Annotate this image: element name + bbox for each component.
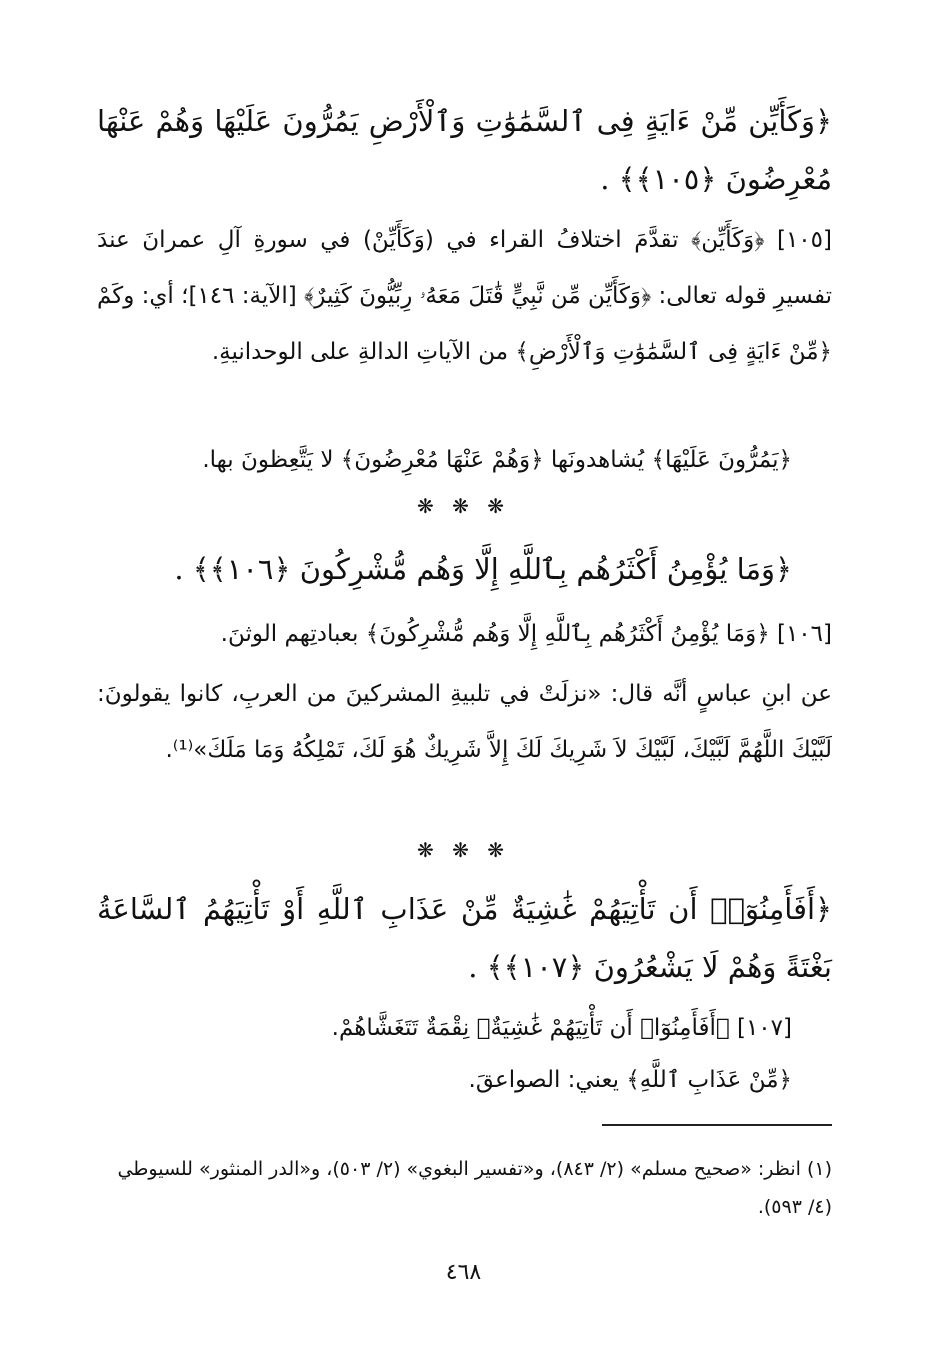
tafsir-106-paragraph: [١٠٦] ﴿وَمَا يُؤْمِنُ أَكْثَرُهُم بِٱللَّهِ إِلَّا وَهُم مُّشْرِكُونَ﴾ بعبادتِهم الوثنَ. [220, 621, 832, 647]
section-separator-2: ❋ ❋ ❋ [417, 838, 510, 862]
footnote: (١) انظر: «صحيح مسلم» (٢/ ٨٤٣)، و«تفسير البغوي» (٢/ ٥٠٣)، و«الدر المنثور» للسيوطي (٤/ ٥٩٣). [117, 1158, 832, 1218]
verse-105: ﴿وَكَأَيِّن مِّنْ ءَايَةٍ فِى ٱلسَّمَٰوَٰتِ وَٱلْأَرْضِ يَمُرُّونَ عَلَيْهَا وَهُمْ عَنْهَا مُعْرِضُونَ ﴿١٠٥﴾﴾ . [97, 104, 832, 196]
verse-106: ﴿وَمَا يُؤْمِنُ أَكْثَرُهُم بِٱللَّهِ إِلَّا وَهُم مُّشْرِكُونَ ﴿١٠٦﴾﴾ . [174, 552, 792, 586]
tafsir-107-paragraph-2: ﴿مِّنْ عَذَابِ ٱللَّهِ﴾ يعني: الصواعقَ. [468, 1067, 792, 1093]
footnote-rule [602, 1124, 832, 1126]
tafsir-105-paragraph-2: ﴿يَمُرُّونَ عَلَيْهَا﴾ يُشاهدونَها ﴿وَهُمْ عَنْهَا مُعْرِضُونَ﴾ لا يَتَّعِظونَ بها. [202, 447, 792, 473]
section-separator-1: ❋ ❋ ❋ [417, 494, 510, 518]
page-number: ٤٦٨ [445, 1260, 482, 1285]
tafsir-106-paragraph-2: عن ابنِ عباسٍ أنَّه قال: «نزلَتْ في تلبيةِ المشركينَ من العربِ، كانوا يقولونَ: لَبَّيْكَ اللَّهُمَّ لَبَّيْكَ، لَبَّيْكَ لاَ شَرِيكَ لَكَ إِلاَّ شَرِيكٌ هُوَ لَكَ، تَمْلِكُهُ وَمَا مَلَكَ»⁽¹⁾. [97, 681, 832, 763]
tafsir-105-paragraph: [١٠٥] ﴿وَكَأَيِّن﴾ تقدَّمَ اختلافُ القراء في (وَكَأَيِّنْ) في سورةِ آلِ عمرانَ عندَ تفسيرِ قوله تعالى: ﴿وَكَأَيِّن مِّن نَّبِيٍّ قَٰتَلَ مَعَهُۥ رِبِّيُّونَ كَثِيرٌ﴾ [الآية: ١٤٦]؛ أي: وكَمْ ﴿مِّنْ ءَايَةٍ فِى ٱلسَّمَٰوَٰتِ وَٱلْأَرْضِ﴾ من الآياتِ الدالةِ على الوحدانيةِ. [97, 227, 832, 365]
verse-107: ﴿أَفَأَمِنُوٓا۟ أَن تَأْتِيَهُمْ غَٰشِيَةٌ مِّنْ عَذَابِ ٱللَّهِ أَوْ تَأْتِيَهُمُ ٱلسَّاعَةُ بَغْتَةً وَهُمْ لَا يَشْعُرُونَ ﴿١٠٧﴾﴾ . [97, 892, 832, 984]
tafsir-107-paragraph: [١٠٧] ﴿أَفَأَمِنُوٓا۟ أَن تَأْتِيَهُمْ غَٰشِيَةٌ﴾ نِقْمَةٌ تَتَغَشَّاهُمْ. [331, 1015, 792, 1041]
